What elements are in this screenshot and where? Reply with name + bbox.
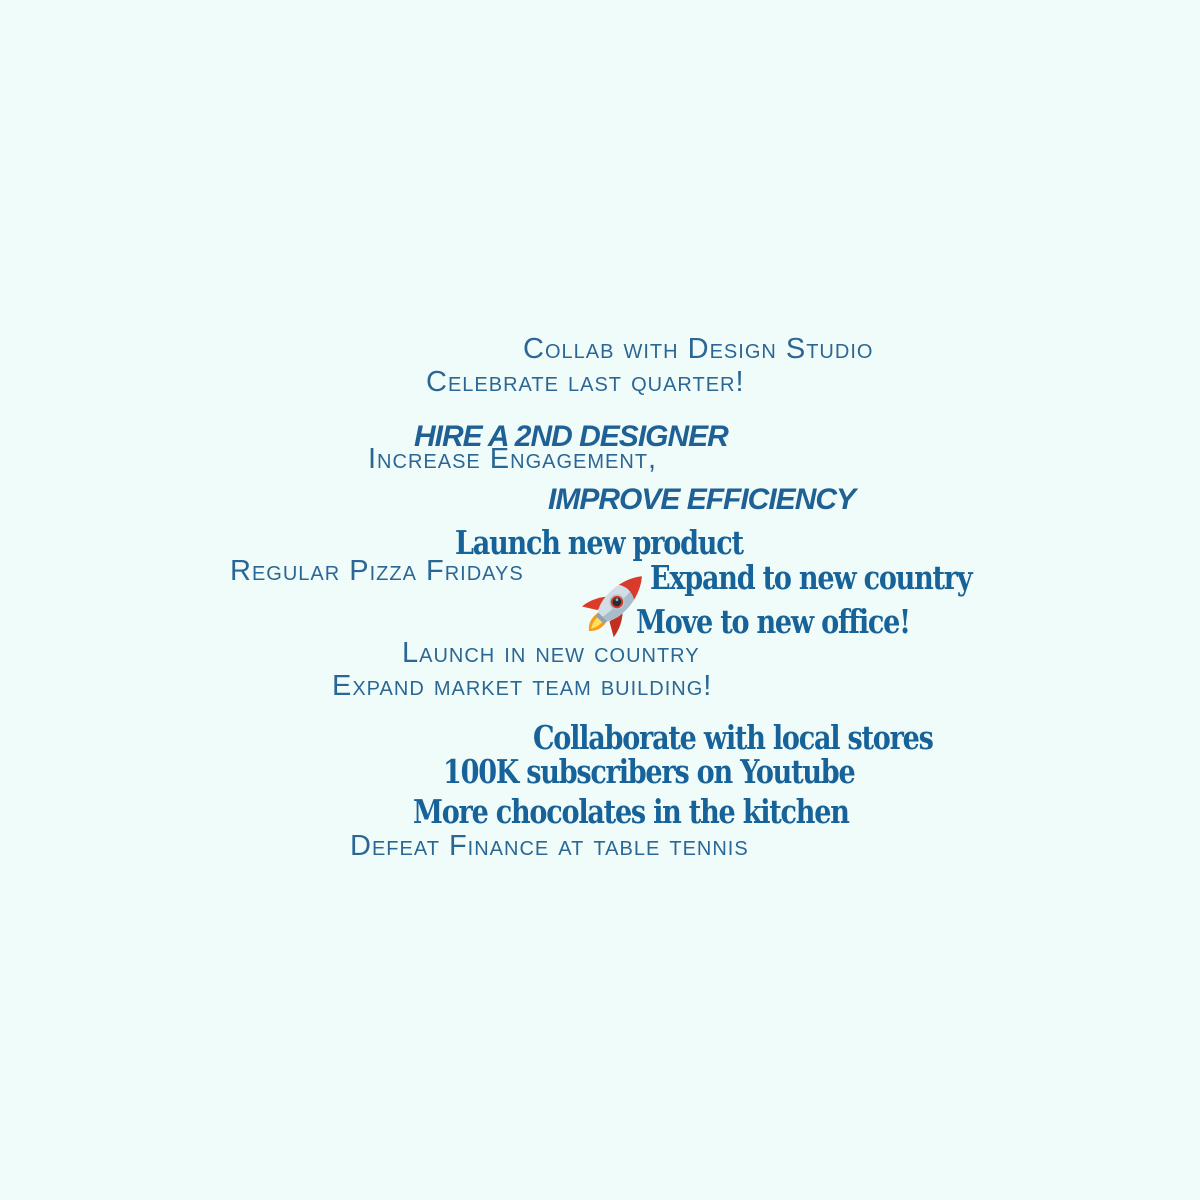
note-regular-pizza-fridays: Regular Pizza Fridays: [230, 555, 524, 587]
note-improve-efficiency: IMPROVE EFFICIENCY: [548, 483, 856, 516]
note-collaborate-local-stores: Collaborate with local stores: [533, 718, 933, 757]
note-hire-2nd-designer: HIRE A 2ND DESIGNER: [414, 420, 728, 453]
note-collab-design-studio: Collab with Design Studio: [523, 333, 874, 365]
note-100k-subscribers-youtube: 100K subscribers on Youtube: [443, 752, 855, 791]
note-expand-market-team-building: Expand market team building!: [332, 670, 713, 702]
note-more-chocolates-kitchen: More chocolates in the kitchen: [413, 792, 849, 831]
note-celebrate-last-quarter: Celebrate last quarter!: [426, 366, 745, 398]
note-launch-new-product: Launch new product: [455, 523, 743, 562]
note-expand-to-new-country: Expand to new country: [650, 558, 972, 597]
note-increase-engagement: Increase Engagement,: [368, 443, 658, 475]
note-move-to-new-office: Move to new office!: [636, 602, 910, 641]
note-launch-in-new-country: Launch in new country: [402, 637, 700, 669]
note-defeat-finance-table-tennis: Defeat Finance at table tennis: [350, 830, 749, 862]
